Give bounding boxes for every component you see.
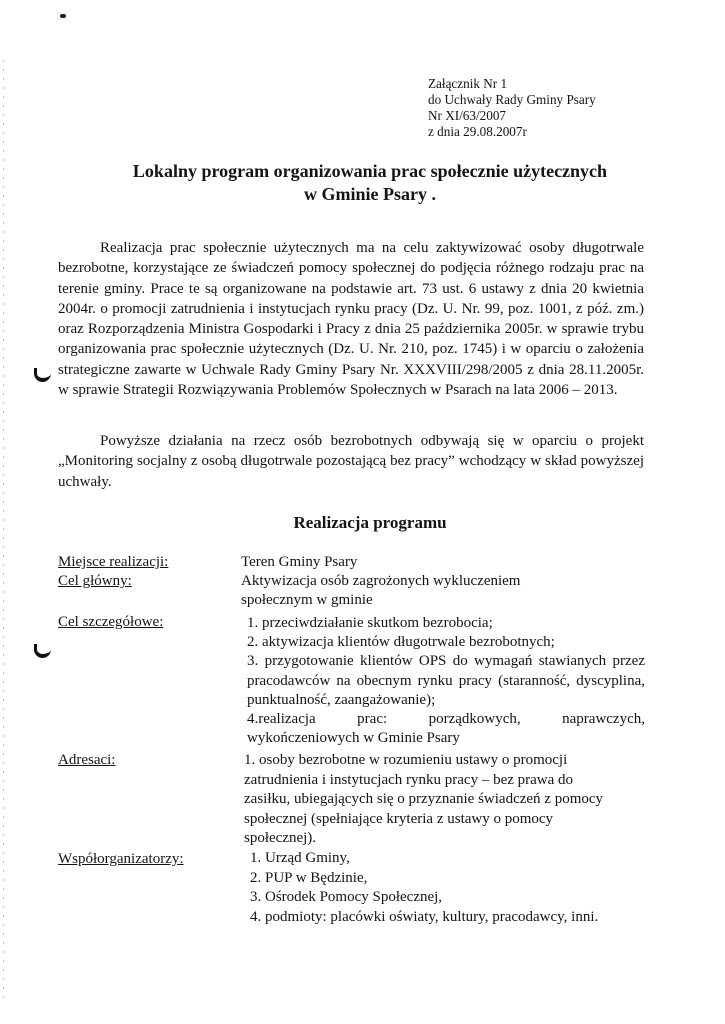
binder-mark (34, 368, 51, 382)
list-item: 2. aktywizacja klientów długotrwale bezrobotnych; (247, 634, 555, 651)
title-line: Lokalny program organizowania prac społecznie użytecznych (132, 161, 608, 181)
list-item: 4. podmioty: placówki oświaty, kultury, pracodawcy, inni. (250, 908, 599, 925)
list-item: 3. przygotowanie klientów OPS do wymagań stawianych przez pracodawców na obecnym rynku pracy (staranność, dyscyplina, punktualność, zaangażowanie); (247, 653, 645, 708)
attachment-header (428, 76, 596, 140)
scan-mark (60, 14, 66, 18)
header-line: z dnia 29.08.2007r (428, 124, 527, 139)
main-goal-value: Aktywizacja osób zagrożonych wykluczeniem społecznym w gminie (241, 573, 521, 609)
coorganizers-list (250, 849, 620, 927)
scan-edge-dots (3, 60, 4, 1000)
list-item: 1. przeciwdziałanie skutkom bezrobocia; (247, 615, 493, 631)
main-goal-label: Cel główny: (58, 573, 132, 589)
detail-goals-list (247, 614, 645, 748)
intro-paragraph: Powyższe działania na rzecz osób bezrobotnych odbywają się w oparciu o projekt „Monitoring socjalny z osobą długotrwale pozostającą bez pracy” wchodzący w skład powyższej uchwały. (58, 433, 644, 490)
list-item: 4.realizacja prac: porządkowych, naprawczych, wykończeniowych w Gminie Psary (247, 711, 645, 747)
title-line: w Gminie Psary . (304, 184, 436, 204)
list-item: 3. Ośrodek Pomocy Społecznej, (250, 889, 443, 906)
header-line: Załącznik Nr 1 (428, 76, 508, 91)
intro-paragraph: Realizacja prac społecznie użytecznych ma na celu zaktywizować osoby długotrwale bezrobotne, korzystające ze świadczeń pomocy społecznej do podjęcia różnego rodzaju prac na terenie gminy. Prace te są organizowane na podstawie art. 73 ust. 6 ustawy z dnia 20 kwietnia 2004r. o promocji zatrudnienia i instytucjach rynku pracy (Dz. U. Nr. 99, poz. 1001, z póź. zm.) oraz Rozporządzenia Ministra Gospodarki i Pracy z dnia 25 października 2005r. w sprawie trybu organizowania prac społecznie użytecznych (Dz. U. Nr. 210, poz. 1745) i w oparciu o założenia strategiczne zawarte w Uchwale Rady Gminy Psary Nr. XXXVIII/298/2005 z dnia 28.11.2005r. w sprawie Strategii Rozwiązywania Problemów Społecznych w Psarach na lata 2006 – 2013. (58, 240, 644, 399)
place-value: Teren Gminy Psary (241, 554, 358, 570)
detail-goal-label: Cel szczegółowe: (58, 614, 164, 630)
header-line: do Uchwały Rady Gminy Psary (428, 92, 596, 107)
place-label: Miejsce realizacji: (58, 554, 169, 570)
coorganizers-label: Współorganizatorzy: (58, 851, 184, 867)
section-title: Realizacja programu (293, 513, 447, 532)
addressees-label: Adresaci: (58, 752, 116, 768)
addressees-value: 1. osoby bezrobotne w rozumieniu ustawy o promocji zatrudnienia i instytucjach rynku pracy – bez prawa do zasiłku, ubiegających się o przyznanie świadczeń z pomocy społecznej (spełniające kryteria z ustawy o pomocy społecznej). (244, 752, 604, 847)
list-item: 2. PUP w Będzinie, (250, 869, 368, 886)
document-title (40, 160, 700, 206)
list-item: 1. Urząd Gminy, (250, 850, 350, 866)
binder-mark (34, 644, 51, 658)
header-line: Nr XI/63/2007 (428, 108, 507, 123)
